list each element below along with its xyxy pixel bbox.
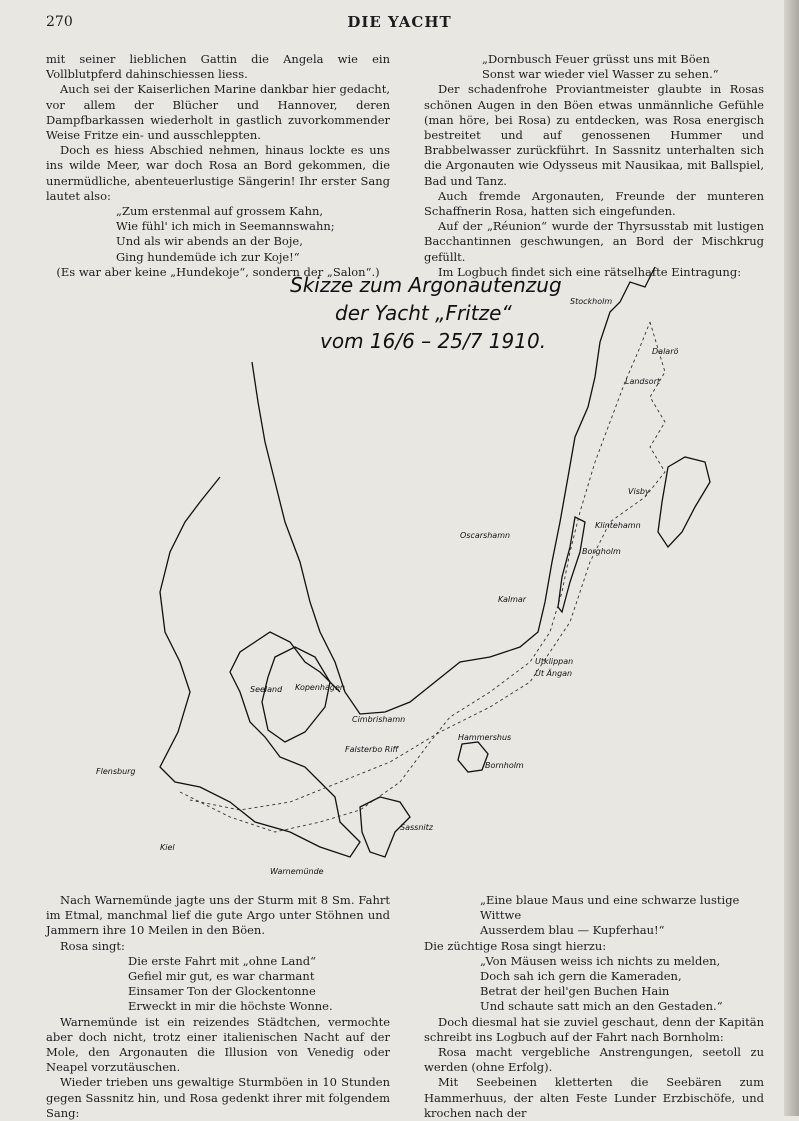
paragraph: Rosa macht vergebliche Anstrengungen, seetoll zu werden (ohne Erfolg).	[424, 1045, 764, 1075]
map-label: Seeland	[250, 685, 283, 694]
paragraph: Im Logbuch findet sich eine rätselhafte Eintragung:	[438, 264, 742, 279]
verse-line: „Von Mäusen weiss ich nichts zu melden,	[480, 953, 721, 968]
page-gutter-shadow	[784, 0, 799, 1116]
map-label: Stockholm	[570, 297, 613, 306]
map-label: Landsort	[625, 377, 660, 386]
map-title-line: der Yacht „Fritze“	[335, 301, 512, 325]
verse-line: Wie fühl' ich mich in Seemannswahn;	[116, 219, 335, 234]
paragraph: Rosa singt:	[60, 938, 125, 953]
verse-line: Gefiel mir gut, es war charmant	[128, 969, 315, 984]
coastline-oeland	[558, 517, 585, 612]
sailing-route	[180, 322, 650, 832]
verse-line: Ausserdem blau — Kupferhau!“	[480, 923, 665, 938]
coastline-bornholm	[458, 742, 488, 772]
map-title-line: vom 16/6 – 25/7 1910.	[320, 329, 547, 353]
paragraph: Warnemünde ist ein reizendes Städtchen, vermochte aber doch nicht, trotz einer italienischen Nacht auf der Mole, den Argonauten die Illusion von Venedig oder Neapel vorzutäuschen.	[46, 1014, 390, 1075]
paragraph: Auch fremde Argonauten, Freunde der munteren Schaffnerin Rosa, hatten sich eingefunden.	[424, 188, 764, 219]
verse-line: „Zum erstenmal auf grossem Kahn,	[116, 204, 324, 219]
map-label: Oscarshamn	[460, 531, 511, 540]
paragraph: Mit Seebeinen kletterten die Seebären zum Hammerhuus, der alten Feste Lunder Erzbischöfe, und krochen nach der	[424, 1075, 764, 1120]
verse-line: Erweckt in mir die höchste Wonne.	[128, 999, 333, 1014]
page-number: 270	[46, 14, 73, 30]
map-label: Borgholm	[582, 547, 621, 556]
verse-line: Die erste Fahrt mit „ohne Land“	[128, 953, 317, 968]
verse-line: „Dornbusch Feuer grüsst uns mit Böen	[482, 52, 710, 66]
coastline-gotland	[658, 457, 710, 547]
paragraph: Auch sei der Kaiserlichen Marine dankbar hier gedacht, vor allem der Blücher und Hannover, deren Dampfbarkassen wiederholt in gastlich zuvorkommender Weise Fritze ein- und ausschleppten.	[46, 82, 390, 143]
verse-line: Sonst war wieder viel Wasser zu sehen.“	[482, 67, 719, 82]
verse-line: Und als wir abends an der Boje,	[116, 234, 303, 249]
paragraph: Nach Warnemünde jagte uns der Sturm mit 8 Sm. Fahrt im Etmal, manchmal lief die gute Argo unter Stöhnen und Jammern ihre 10 Meilen in den Böen.	[46, 893, 390, 938]
paragraph: Doch es hiess Abschied nehmen, hinaus lockte es uns ins wilde Meer, war doch Rosa an Bord gekommen, die unermüdliche, abenteuerlustige Sängerin! Ihr erster Sang lautet also:	[46, 143, 390, 203]
verse-line: Ging hundemüde ich zur Koje!“	[116, 249, 300, 264]
paragraph: (Es war aber keine „Hundekoje“, sondern der „Salon“.)	[56, 264, 380, 279]
map-label: Ut Ängan	[535, 669, 573, 678]
map-label: Dalarö	[652, 347, 679, 356]
map-label: Kalmar	[498, 595, 527, 604]
map-label: Hammershus	[458, 733, 512, 742]
paragraph: Die züchtige Rosa singt hierzu:	[424, 938, 607, 953]
route-sketch-map	[90, 262, 730, 882]
map-label: Visby	[628, 487, 650, 496]
paragraph: Doch diesmal hat sie zuviel geschaut, denn der Kapitän schreibt ins Logbuch auf der Fahrt nach Bornholm:	[424, 1014, 764, 1044]
column-bottom-left	[46, 893, 390, 1121]
map-title-line: Skizze zum Argonautenzug	[290, 273, 562, 297]
running-title: DIE YACHT	[347, 13, 452, 31]
paragraph: Auf der „Réunion“ wurde der Thyrsusstab mit lustigen Bacchantinnen geschwungen, an Bord der Mischkrug gefüllt.	[424, 219, 764, 264]
map-label: Kopenhagen	[295, 683, 345, 692]
map-label: Falsterbo Riff	[345, 745, 399, 754]
map-label: Cimbrishamn	[352, 715, 406, 724]
map-label: Bornholm	[485, 761, 524, 770]
map-label: Klintehamn	[595, 521, 641, 530]
coastline-seeland	[262, 647, 330, 742]
verse-line: „Eine blaue Maus und eine schwarze lustige Wittwe	[480, 893, 740, 923]
map-label: Utklippan	[535, 657, 574, 666]
column-top-right	[424, 52, 764, 280]
map-label: Kiel	[160, 843, 175, 852]
column-bottom-right	[424, 893, 764, 1121]
verse-line: Doch sah ich gern die Kameraden,	[480, 969, 682, 984]
map-label: Flensburg	[96, 767, 136, 776]
map-label: Sassnitz	[400, 823, 433, 832]
sailing-route-return	[190, 322, 665, 810]
verse-line: Betrat der heil'gen Buchen Hain	[480, 984, 670, 999]
paragraph: Der schadenfrohe Proviantmeister glaubte in Rosas schönen Augen in den Böen etwas unmännliche Gefühle (man höre, bei Rosa) zu entdecken, was Rosa energisch bestreitet und auf genossenen Hummer und Brabbelwasser zurückführt. In Sassnitz unterhalten sich die Argonauten wie Odysseus mit Nausikaa, mit Ballspiel, Bad und Tanz.	[424, 82, 764, 188]
paragraph: Wieder trieben uns gewaltige Sturmböen in 10 Stunden gegen Sassnitz hin, und Rosa gedenkt ihrer mit folgendem Sang:	[46, 1075, 390, 1120]
paragraph: mit seiner lieblichen Gattin die Angela wie ein Vollblutpferd dahinschiessen liess.	[46, 52, 390, 82]
verse-line: Einsamer Ton der Glockentonne	[128, 984, 316, 999]
column-top-left	[46, 52, 390, 280]
verse-line: Und schaute satt mich an den Gestaden.“	[480, 999, 723, 1014]
map-label: Warnemünde	[270, 867, 324, 876]
